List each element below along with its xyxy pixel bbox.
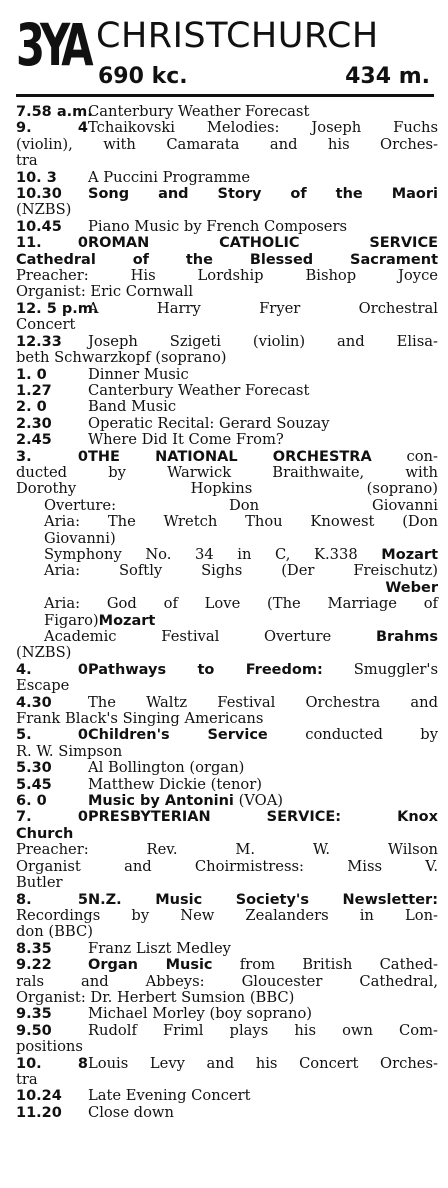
programme-line <box>16 284 438 300</box>
programme-text: don (BBC) <box>16 923 93 941</box>
programme-text: Where Did It Come From? <box>88 431 284 449</box>
programme-title: Song and Story of the Maori <box>88 186 438 203</box>
station-wavelength: 434 m. <box>345 64 430 89</box>
programme-entry <box>16 793 438 809</box>
programme-text: Escape <box>16 677 70 695</box>
programme-line <box>16 104 438 120</box>
programme-entry <box>16 662 438 695</box>
programme-text: (NZBS) <box>16 201 72 219</box>
programme-title: Weber <box>385 579 438 596</box>
programme-entry <box>16 941 438 957</box>
programme-line <box>16 449 438 465</box>
programme-entry <box>16 383 438 399</box>
programme-entry <box>16 892 438 941</box>
programme-text: conducted by <box>267 726 438 744</box>
programme-line <box>16 859 438 875</box>
programme-time: 5.30 <box>16 760 52 777</box>
programme-line <box>16 547 438 563</box>
programme-entry <box>16 1056 438 1089</box>
programme-title: THE NATIONAL ORCHESTRA <box>88 448 372 465</box>
programme-time: 10.24 <box>16 1088 62 1105</box>
programme-text: Close down <box>88 1103 174 1121</box>
programme-entry <box>16 760 438 776</box>
programme-line <box>16 629 438 645</box>
programme-text: Rudolf Friml plays his own Com- <box>88 1021 438 1039</box>
programme-text: Joseph Szigeti (violin) and Elisa- <box>88 332 438 350</box>
programme-text: Aria: Softly Sighs (Der Freischutz) <box>44 562 438 580</box>
programme-time: 7. 0 <box>16 809 88 826</box>
programme-line <box>16 350 438 366</box>
programme-text: Recordings by New Zealanders in Lon- <box>16 906 438 924</box>
programme-entry <box>16 727 438 760</box>
programme-text: Al Bollington (organ) <box>88 759 245 777</box>
programme-list <box>16 104 438 1121</box>
programme-text: Overture: Don Giovanni <box>44 496 438 514</box>
programme-text: positions <box>16 1038 83 1056</box>
programme-title: N.Z. Music Society's Newsletter: <box>88 891 438 908</box>
programme-line <box>16 416 438 432</box>
programme-title: ROMAN CATHOLIC SERVICE <box>88 235 438 252</box>
programme-time: 10.30 <box>16 186 62 203</box>
programme-time: 3. 0 <box>16 448 88 465</box>
programme-line <box>16 1039 438 1055</box>
programme-text: (VOA) <box>233 792 284 810</box>
programme-text: Matthew Dickie (tenor) <box>88 775 263 793</box>
programme-line <box>16 1006 438 1022</box>
programme-line <box>16 432 438 448</box>
programme-entry <box>16 367 438 383</box>
programme-entry <box>16 104 438 120</box>
programme-line <box>16 777 438 793</box>
programme-text: Frank Black's Singing Americans <box>16 710 264 728</box>
programme-line <box>16 941 438 957</box>
programme-entry <box>16 1023 438 1056</box>
programme-text: tra <box>16 1070 38 1088</box>
programme-entry <box>16 957 438 1006</box>
programme-time: 9.22 <box>16 957 52 974</box>
programme-entry <box>16 399 438 415</box>
programme-text: Symphony No. 34 in C, K.338 <box>44 545 382 563</box>
programme-time: 2.30 <box>16 415 52 432</box>
programme-text: Dorothy Hopkins (soprano) <box>16 480 438 498</box>
programme-text: Preacher: Rev. M. W. Wilson <box>16 841 438 859</box>
programme-line <box>16 170 438 186</box>
programme-text: Aria: The Wretch Thou Knowest (Don <box>44 513 438 531</box>
programme-text: Tchaikovski Melodies: Joseph Fuchs <box>88 119 438 137</box>
programme-time: 2.45 <box>16 432 52 449</box>
programme-line <box>16 252 438 268</box>
programme-line <box>16 120 438 136</box>
programme-time: 7.58 a.m. <box>16 104 93 120</box>
programme-time: 12.33 <box>16 333 62 350</box>
programme-time: 5.45 <box>16 776 52 793</box>
programme-line <box>16 892 438 908</box>
programme-text: Preacher: His Lordship Bishop Joyce <box>16 267 438 285</box>
programme-title: Cathedral of the Blessed Sacrament <box>16 251 438 268</box>
programme-text: Canterbury Weather Forecast <box>88 103 310 120</box>
programme-line <box>16 662 438 678</box>
programme-line <box>16 974 438 990</box>
programme-line <box>16 268 438 284</box>
programme-text: R. W. Simpson <box>16 742 123 760</box>
programme-title: Church <box>16 825 74 842</box>
programme-line <box>16 317 438 333</box>
programme-text: ducted by Warwick Braithwaite, with <box>16 463 438 481</box>
programme-text: A Puccini Programme <box>88 168 251 186</box>
programme-line <box>16 924 438 940</box>
programme-entry <box>16 235 438 301</box>
programme-line <box>16 744 438 760</box>
programme-line <box>16 842 438 858</box>
programme-line <box>16 957 438 973</box>
programme-time: 9. 4 <box>16 120 88 137</box>
programme-line <box>16 793 438 809</box>
programme-text: Michael Morley (boy soprano) <box>88 1005 313 1023</box>
programme-time: 5. 0 <box>16 727 88 744</box>
programme-text: from British Cathed- <box>212 956 438 974</box>
programme-entry <box>16 120 438 169</box>
programme-text: beth Schwarzkopf (soprano) <box>16 349 227 367</box>
programme-text: Organist and Choirmistress: Miss V. <box>16 857 438 875</box>
programme-time: 10.45 <box>16 218 62 235</box>
programme-line <box>16 875 438 891</box>
programme-line <box>16 678 438 694</box>
programme-line <box>16 596 438 612</box>
programme-line <box>16 727 438 743</box>
programme-line <box>16 399 438 415</box>
programme-line <box>16 219 438 235</box>
programme-text: (violin), with Camarata and his Orches- <box>16 135 438 153</box>
programme-line <box>16 153 438 169</box>
programme-time: 8. 5 <box>16 891 88 908</box>
programme-line <box>16 186 438 202</box>
programme-text: Late Evening Concert <box>88 1087 251 1105</box>
programme-time: 6. 0 <box>16 793 47 810</box>
programme-text: Piano Music by French Composers <box>88 217 348 235</box>
programme-text: Band Music <box>88 398 177 416</box>
programme-text: Smuggler's <box>322 660 438 678</box>
programme-entry <box>16 334 438 367</box>
programme-text: con- <box>371 447 438 465</box>
programme-text: Organist: Eric Cornwall <box>16 283 194 301</box>
programme-time: 11. 0 <box>16 235 88 252</box>
programme-entry <box>16 1088 438 1104</box>
programme-text: rals and Abbeys: Gloucester Cathedral, <box>16 972 438 990</box>
station-city: CHRISTCHURCH <box>96 16 379 56</box>
programme-line <box>16 1072 438 1088</box>
programme-text: tra <box>16 152 38 170</box>
programme-line <box>16 514 438 530</box>
programme-title: PRESBYTERIAN SERVICE: Knox <box>88 809 438 826</box>
programme-line <box>16 809 438 825</box>
programme-title: Mozart <box>98 612 156 629</box>
programme-title: Pathways to Freedom: <box>88 661 323 678</box>
programme-entry <box>16 695 438 728</box>
programme-time: 8.35 <box>16 940 52 957</box>
programme-line <box>16 301 438 317</box>
programme-line <box>16 235 438 251</box>
programme-entry <box>16 432 438 448</box>
programme-entry <box>16 777 438 793</box>
programme-entry <box>16 449 438 662</box>
programme-text: The Waltz Festival Orchestra and <box>88 693 438 711</box>
programme-line <box>16 202 438 218</box>
programme-text: Aria: God of Love (The Marriage of <box>44 595 438 613</box>
programme-line <box>16 613 438 629</box>
programme-time: 9.35 <box>16 1006 52 1023</box>
programme-title: Mozart <box>381 546 438 563</box>
programme-line <box>16 563 438 579</box>
programme-time: 12. 5 p.m. <box>16 300 99 317</box>
programme-time: 4. 0 <box>16 661 88 678</box>
station-callsign: 3YA <box>16 11 89 79</box>
programme-line <box>16 1056 438 1072</box>
programme-line <box>16 1088 438 1104</box>
programme-text: Organist: Dr. Herbert Sumsion (BBC) <box>16 988 295 1006</box>
programme-text: Figaro) <box>44 611 99 629</box>
programme-time: 2. 0 <box>16 399 47 416</box>
programme-time: 10. 3 <box>16 169 57 186</box>
programme-line <box>16 531 438 547</box>
programme-line <box>16 711 438 727</box>
programme-line <box>16 826 438 842</box>
programme-text: Academic Festival Overture <box>44 628 376 645</box>
programme-title: Children's Service <box>88 727 268 744</box>
programme-title: Brahms <box>375 629 438 645</box>
programme-line <box>16 367 438 383</box>
programme-text: Franz Liszt Medley <box>88 939 231 957</box>
programme-time: 10. 8 <box>16 1055 88 1072</box>
programme-line <box>16 760 438 776</box>
programme-line <box>16 1105 438 1121</box>
programme-entry <box>16 186 438 219</box>
programme-line <box>16 481 438 497</box>
programme-text: Giovanni) <box>44 529 116 547</box>
programme-entry <box>16 1105 438 1121</box>
programme-text: Concert <box>16 316 76 334</box>
header-rule <box>16 94 434 97</box>
programme-line <box>16 695 438 711</box>
programme-time: 4.30 <box>16 694 52 711</box>
programme-entry <box>16 219 438 235</box>
programme-entry <box>16 1006 438 1022</box>
programme-entry <box>16 416 438 432</box>
programme-line <box>16 908 438 924</box>
programme-time: 1.27 <box>16 382 52 399</box>
programme-text: Operatic Recital: Gerard Souzay <box>88 414 330 432</box>
programme-title: Music by Antonini <box>88 793 234 810</box>
station-frequency: 690 kc. <box>98 64 188 89</box>
programme-line <box>16 580 438 596</box>
programme-line <box>16 498 438 514</box>
programme-time: 11.20 <box>16 1104 62 1121</box>
programme-time: 9.50 <box>16 1022 52 1039</box>
programme-entry <box>16 170 438 186</box>
programme-text: Louis Levy and his Concert Orches- <box>88 1054 438 1072</box>
programme-line <box>16 645 438 661</box>
programme-text: Canterbury Weather Forecast <box>88 381 310 399</box>
programme-line <box>16 137 438 153</box>
programme-title: Organ Music <box>88 957 213 974</box>
station-header <box>16 6 438 98</box>
programme-line <box>16 465 438 481</box>
programme-text: Butler <box>16 874 63 892</box>
programme-entry <box>16 809 438 891</box>
programme-text: A Harry Fryer Orchestral <box>88 299 438 317</box>
programme-time: 1. 0 <box>16 366 47 383</box>
programme-line <box>16 1023 438 1039</box>
programme-line <box>16 383 438 399</box>
programme-entry <box>16 301 438 334</box>
programme-line <box>16 334 438 350</box>
programme-text: Dinner Music <box>88 365 189 383</box>
programme-text: (NZBS) <box>16 644 72 662</box>
programme-line <box>16 990 438 1006</box>
